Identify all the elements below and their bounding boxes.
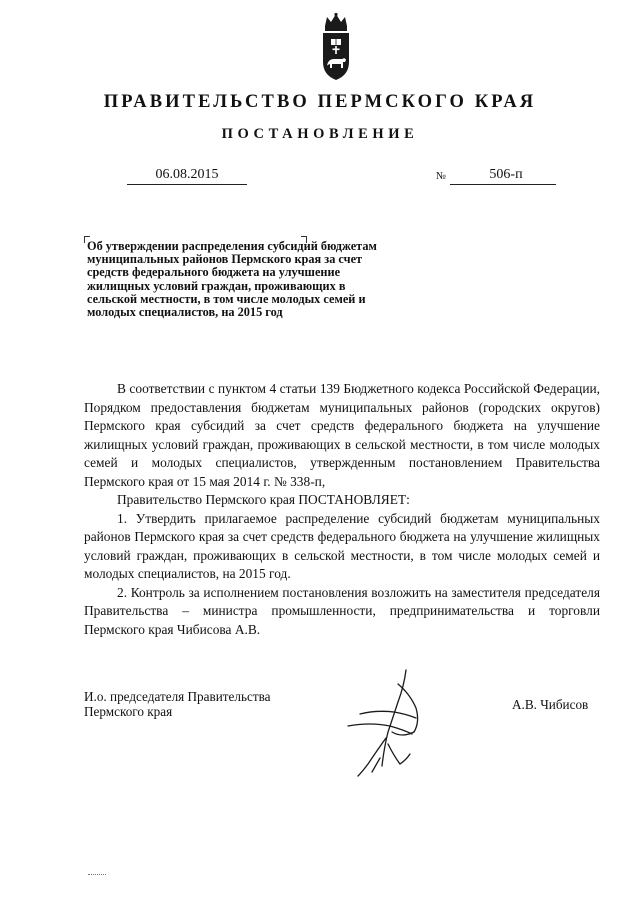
number-underline: [450, 184, 556, 185]
item-1-paragraph: 1. Утвердить прилагаемое распределение субсидий бюджетам муниципальных районов Пермского края за счет средств федерального бюджета на улучшение жилищных условий граждан, проживающих в сельской местности, в том числе молодых семей и молодых специалистов, на 2015 год.: [84, 510, 600, 581]
coat-of-arms-icon: [318, 12, 354, 82]
document-number: 506-п: [489, 167, 523, 182]
signer-title-line-2: Пермского края: [84, 704, 173, 719]
signer-title-line-1: И.о. председателя Правительства: [84, 689, 271, 704]
date-field: [127, 167, 247, 185]
item-2-paragraph: 2. Контроль за исполнением постановления возложить на заместителя председателя Правительства – министра промышленности, предпринимательства и торговли Пермского края Чибисова А.В.: [84, 584, 600, 637]
organization-title: ПРАВИТЕЛЬСТВО ПЕРМСКОГО КРАЯ: [103, 92, 537, 112]
document-date: 06.08.2015: [155, 167, 219, 182]
signer-name: А.В. Чибисов: [512, 697, 589, 712]
handwritten-signature-icon: [340, 668, 436, 778]
date-underline: [127, 184, 247, 185]
document-body: [84, 380, 600, 639]
preamble-paragraph: В соответствии с пунктом 4 статьи 139 Бюджетного кодекса Российской Федерации, Порядком предоставления бюджетам муниципальных районов (городских округов) Пермского края субсидий за счет средств федерального бюджета на улучшение жилищных условий граждан, проживающих в сельской местности, в том числе молодых семей и молодых специалистов, утвержденным постановлением Правительства Пермского края от 15 мая 2014 г. № 338-п,: [84, 381, 600, 489]
number-label: №: [436, 171, 447, 182]
number-field: [450, 167, 556, 185]
document-type-title: ПОСТАНОВЛЕНИЕ: [221, 126, 419, 142]
document-subject: Об утверждении распределения субсидий бюджетам муниципальных районов Пермского края за счет средств федерального бюджета на улучшение жилищных условий граждан, проживающих в сельской местности, в том числе молодых семей и молодых специалистов, на 2015 год: [87, 239, 377, 320]
signer-title: [84, 689, 334, 719]
resolves-paragraph: Правительство Пермского края ПОСТАНОВЛЯЕТ:: [117, 492, 410, 507]
footer-mark: [88, 874, 106, 875]
